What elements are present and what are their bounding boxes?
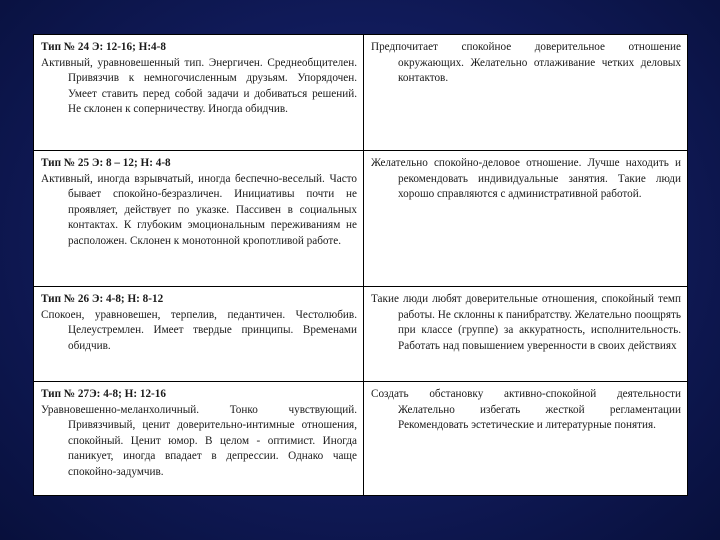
recommendation-cell	[364, 151, 688, 287]
type-heading: Тип № 26 Э: 4-8; Н: 8-12	[41, 293, 164, 305]
personality-types-table	[33, 34, 688, 496]
type-description: Активный, уравновешенный тип. Энергичен. Среднеобщителен. Привязчив к немногочисленным друзьям. Упорядочен. Умеет ставить перед собой задачи и добиваться решений. Не склонен к соперничеству. Иногда обидчив.	[41, 56, 357, 116]
recommendation-text: Желательно спокойно-деловое отношение. Лучше находить и рекомендовать индивидуальные занятия. Такие люди хорошо справляются с административной работой.	[371, 157, 681, 201]
type-description: Спокоен, уравновешен, терпелив, педантичен. Честолюбив. Целеустремлен. Имеет твердые принципы. Временами обидчив.	[41, 308, 357, 352]
type-heading: Тип № 25 Э: 8 – 12; Н: 4-8	[41, 157, 171, 169]
type-cell	[34, 287, 364, 382]
type-cell	[34, 382, 364, 496]
table-row	[34, 382, 688, 496]
table-row	[34, 35, 688, 151]
recommendation-cell	[364, 382, 688, 496]
table-row	[34, 287, 688, 382]
type-description: Активный, иногда взрывчатый, иногда беспечно-веселый. Часто бывает спокойно-безразличен. Инициативы почти не проявляет, действует по указке. Пассивен в социальных контактах. К глубоким эмоциональным переживаниям не расположен. Склонен к монотонной кропотливой работе.	[41, 172, 357, 247]
type-heading: Тип № 24 Э: 12-16; Н:4-8	[41, 41, 166, 53]
recommendation-text: Создать обстановку активно-спокойной деятельности Желательно избегать жесткой регламентации Рекомендовать эстетические и литературные понятия.	[371, 388, 681, 432]
table-row	[34, 151, 688, 287]
recommendation-cell	[364, 287, 688, 382]
type-heading: Тип № 27Э: 4-8; Н: 12-16	[41, 388, 166, 400]
type-cell	[34, 151, 364, 287]
type-cell	[34, 35, 364, 151]
type-description: Уравновешенно-меланхоличный. Тонко чувствующий. Привязчивый, ценит доверительно-интимные отношения, спокойный. Ценит юмор. В целом - оптимист. Иногда паникует, иногда впадает в депрессии. Однако чаще спокойно-задумчив.	[41, 403, 357, 478]
recommendation-text: Предпочитает спокойное доверительное отношение окружающих. Желательно отлаживание четких деловых контактов.	[371, 41, 681, 85]
recommendation-text: Такие люди любят доверительные отношения, спокойный темп работы. Не склонны к панибратству. Желательно поощрять при классе (группе) за аккуратность, исполнительность. Работать над повышением уверенности в своих действиях	[371, 293, 681, 352]
recommendation-cell	[364, 35, 688, 151]
